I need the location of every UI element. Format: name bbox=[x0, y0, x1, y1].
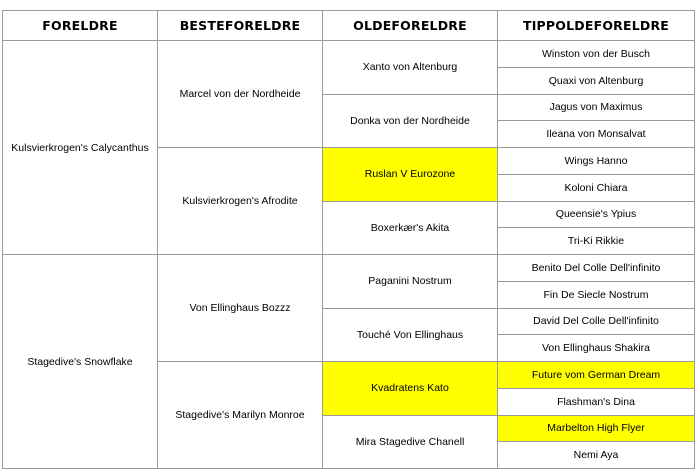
great-great-grandparent-cell: Queensie's Ypius bbox=[498, 201, 695, 228]
pedigree-table bbox=[2, 10, 695, 469]
parent-cell: Stagedive's Snowflake bbox=[3, 255, 158, 469]
great-great-grandparent-cell: David Del Colle Dell'infinito bbox=[498, 308, 695, 335]
great-great-grandparent-cell-highlighted: Future vom German Dream bbox=[498, 362, 695, 389]
great-great-grandparent-cell: Fin De Siecle Nostrum bbox=[498, 281, 695, 308]
great-great-grandparent-cell: Winston von der Busch bbox=[498, 41, 695, 68]
parent-cell: Kulsvierkrogen's Calycanthus bbox=[3, 41, 158, 255]
great-great-grandparent-cell: Von Ellinghaus Shakira bbox=[498, 335, 695, 362]
header-row bbox=[3, 11, 695, 41]
header-oldeforeldre: OLDEFORELDRE bbox=[323, 11, 498, 41]
header-tippoldeforeldre: TIPPOLDEFORELDRE bbox=[498, 11, 695, 41]
header-foreldre: FORELDRE bbox=[3, 11, 158, 41]
great-grandparent-cell: Donka von der Nordheide bbox=[323, 94, 498, 148]
great-great-grandparent-cell: Wings Hanno bbox=[498, 148, 695, 175]
great-grandparent-cell: Paganini Nostrum bbox=[323, 255, 498, 309]
grandparent-cell: Stagedive's Marilyn Monroe bbox=[158, 362, 323, 469]
great-great-grandparent-cell: Koloni Chiara bbox=[498, 174, 695, 201]
great-grandparent-cell-highlighted: Kvadratens Kato bbox=[323, 362, 498, 416]
header-besteforeldre: BESTEFORELDRE bbox=[158, 11, 323, 41]
great-grandparent-cell: Touché Von Ellinghaus bbox=[323, 308, 498, 362]
grandparent-cell: Von Ellinghaus Bozzz bbox=[158, 255, 323, 362]
great-great-grandparent-cell-highlighted: Marbelton High Flyer bbox=[498, 415, 695, 442]
great-grandparent-cell: Xanto von Altenburg bbox=[323, 41, 498, 95]
great-grandparent-cell: Boxerkær's Akita bbox=[323, 201, 498, 255]
great-great-grandparent-cell: Ileana von Monsalvat bbox=[498, 121, 695, 148]
great-great-grandparent-cell: Benito Del Colle Dell'infinito bbox=[498, 255, 695, 282]
table-row bbox=[3, 255, 695, 282]
grandparent-cell: Marcel von der Nordheide bbox=[158, 41, 323, 148]
great-great-grandparent-cell: Quaxi von Altenburg bbox=[498, 67, 695, 94]
great-great-grandparent-cell: Nemi Aya bbox=[498, 442, 695, 469]
great-grandparent-cell-highlighted: Ruslan V Eurozone bbox=[323, 148, 498, 202]
table-row bbox=[3, 41, 695, 68]
great-great-grandparent-cell: Flashman's Dina bbox=[498, 388, 695, 415]
grandparent-cell: Kulsvierkrogen's Afrodite bbox=[158, 148, 323, 255]
great-great-grandparent-cell: Tri-Ki Rikkie bbox=[498, 228, 695, 255]
great-grandparent-cell: Mira Stagedive Chanell bbox=[323, 415, 498, 469]
great-great-grandparent-cell: Jagus von Maximus bbox=[498, 94, 695, 121]
